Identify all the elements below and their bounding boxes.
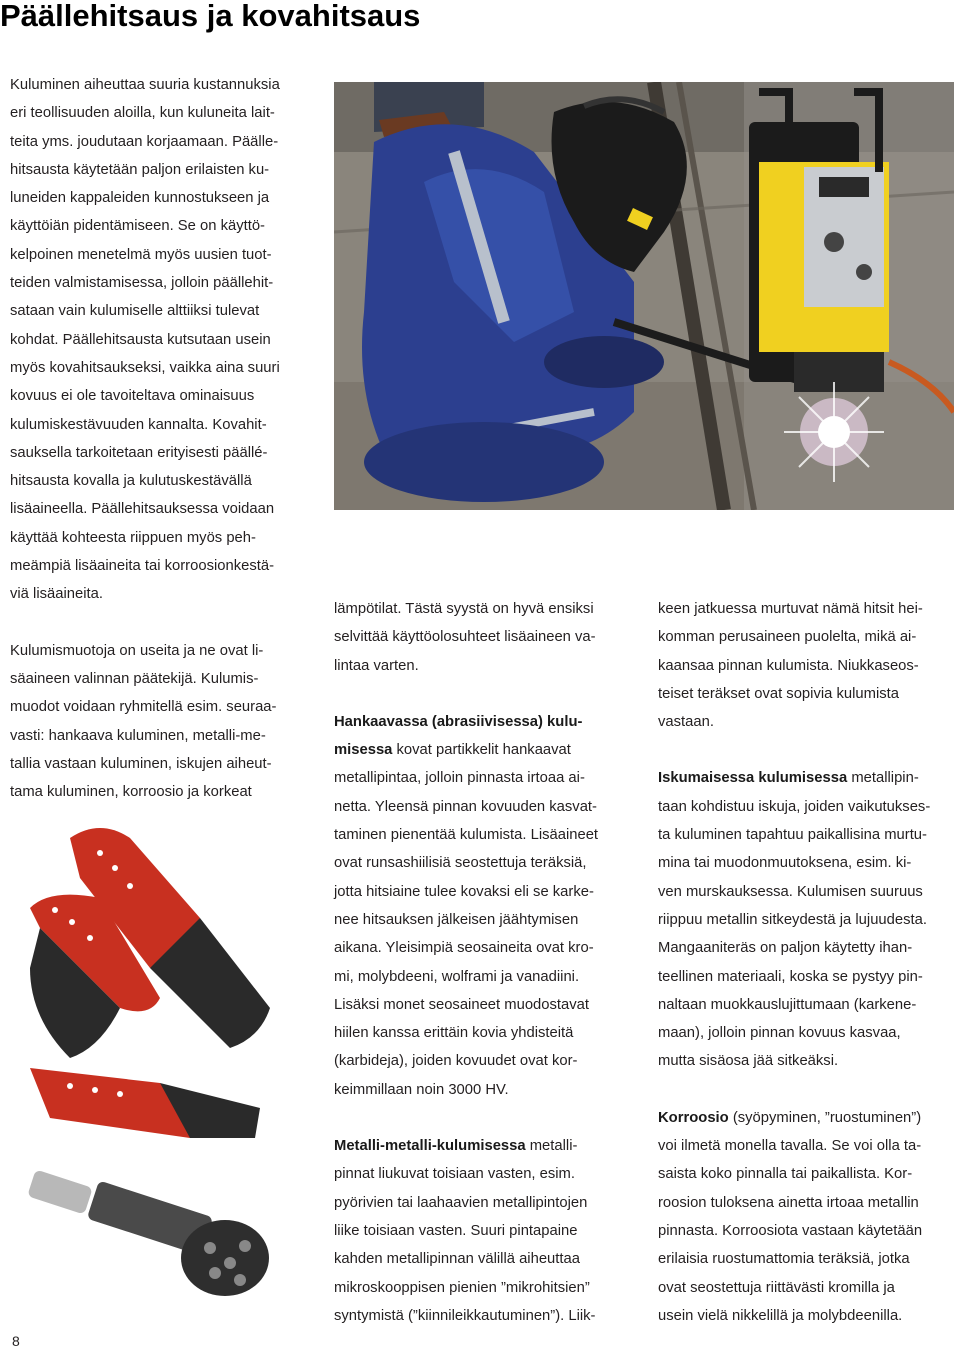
text-line: hiilen kanssa erittäin kovia yhdisteitä — [334, 1025, 574, 1042]
text-line: komman perusaineen puolelta, mikä ai- — [658, 629, 917, 646]
text-line: liike toisiaan vasten. Suuri pintapaine — [334, 1222, 578, 1239]
text-line: käyttää kohteesta riippuen myös peh- — [10, 529, 256, 546]
text-run: kovat partikkelit hankaavat — [392, 742, 571, 759]
text-line: taan kohdistuu iskuja, joiden vaikutukses- — [658, 798, 931, 815]
text-line: kulumiskestävuuden kannalta. Kovahit- — [10, 416, 267, 433]
hardfaced-parts-photo — [10, 818, 310, 1328]
text-line: teellinen materiaali, koska se pystyy pin- — [658, 968, 923, 985]
text-line: pyörivien tai laahaavien metallipintojen — [334, 1194, 588, 1211]
text-line: mina tai muodonmuutoksena, esim. ki- — [658, 855, 912, 872]
text-line: mutta sisäosa jää sitkeäksi. — [658, 1053, 839, 1070]
text-line — [334, 1132, 634, 1160]
text-line: pinnat liukuvat toisiaan vasten, esim. — [334, 1166, 575, 1183]
text-line: syntymistä (”kiinnileikkautuminen”). Liik- — [334, 1307, 596, 1324]
text-line: mi, molybdeeni, wolframi ja vanadiini. — [334, 968, 580, 985]
text-line: aikana. Yleisimpiä seosaineita ovat kro- — [334, 940, 594, 957]
text-line: mikroskooppisen pienien ”mikrohitsien” — [334, 1279, 590, 1296]
text-line: nee hitsauksen jälkeisen jäähtymisen — [334, 911, 579, 928]
text-line: netta. Yleensä pinnan kovuuden kasvat- — [334, 798, 597, 815]
text-line: myös kovahitsaukseksi, vaikka aina suuri — [10, 359, 280, 376]
abrasive-wear-heading-cont: misessa — [334, 742, 393, 759]
text-line: hitsausta kovalla ja kulutuskestävällä — [10, 473, 252, 490]
text-line: metallipintaa, jolloin pinnasta irtoaa ai- — [334, 770, 585, 787]
text-line — [334, 736, 634, 764]
text-line: lisäaineella. Päällehitsauksessa voidaan — [10, 501, 275, 518]
text-line: erilaisia ruostumattomia teräksiä, jotka — [658, 1251, 910, 1268]
text-line: luneiden kappaleiden kunnostukseen ja — [10, 190, 270, 207]
corrosion-heading: Korroosio — [658, 1109, 729, 1126]
text-line: kahden metallipinnan välillä aiheuttaa — [334, 1251, 580, 1268]
text-line: lintaa varten. — [334, 657, 419, 674]
text-line: riippuu metallin sitkeydestä ja lujuudesta. — [658, 911, 927, 928]
text-line: taminen pienentää kulumista. Lisäaineet — [334, 827, 599, 844]
text-line: saista koko pinnalla tai paikallista. Kor- — [658, 1166, 913, 1183]
text-line: jotta hitsiaine tulee kovaksi eli se karke- — [334, 883, 594, 900]
text-line: säaineen valinnan päätekijä. Kulumis- — [10, 670, 259, 687]
text-run: (syöpyminen, ”ruostuminen”) — [728, 1109, 922, 1126]
text-line: hitsausta käytetään paljon erilaisten ku- — [10, 161, 270, 178]
text-line: selvittää käyttöolosuhteet lisäaineen va- — [334, 629, 596, 646]
text-line: maan), jolloin pinnan kovuus kasvaa, — [658, 1025, 901, 1042]
text-line: ovat seostettuja riittävästi kromilla ja — [658, 1279, 895, 1296]
text-line: voi ilmetä monella tavalla. Se voi olla ta- — [658, 1138, 922, 1155]
text-line: sauksella tarkoitetaan erityisesti päällé- — [10, 444, 268, 461]
text-line: naltaan muokkauslujittumaan (karkene- — [658, 996, 917, 1013]
page-number: 8 — [12, 1333, 20, 1349]
text-line: eri teollisuuden aloilla, kun kuluneita lait- — [10, 105, 275, 122]
text-line: teiden valmistamisessa, jolloin päällehit- — [10, 275, 274, 292]
text-line — [658, 1104, 958, 1132]
text-line: Kulumismuotoja on useita ja ne ovat li- — [10, 642, 264, 659]
text-line: sataan vain kulumiselle alttiiksi tulevat — [10, 303, 260, 320]
text-line: teiset teräkset ovat sopivia kulumista — [658, 685, 899, 702]
impact-wear-heading: Iskumaisessa kulumisessa — [658, 770, 848, 787]
text-line: roosion tuloksena ainetta irtoaa metallin — [658, 1194, 919, 1211]
text-line: vasti: hankaava kuluminen, metalli-me- — [10, 727, 266, 744]
text-line — [658, 764, 958, 792]
text-line: kovuus ei ole tavoiteltava ominaisuus — [10, 388, 255, 405]
text-line: viä lisäaineita. — [10, 586, 103, 603]
text-line: Kuluminen aiheuttaa suuria kustannuksia — [10, 77, 280, 93]
welder-photo — [334, 82, 954, 510]
column-3 — [658, 595, 958, 1330]
text-line: Lisäksi monet seosaineet muodostavat — [334, 996, 589, 1013]
text-line: Mangaaniteräs on paljon käytetty ihan- — [658, 940, 913, 957]
column-2 — [334, 595, 634, 1330]
text-run: metallipin- — [847, 770, 919, 787]
text-line: vastaan. — [658, 714, 714, 731]
text-line: muodot voidaan ryhmitellä esim. seuraa- — [10, 699, 277, 716]
text-line: keen jatkuessa murtuvat nämä hitsit hei- — [658, 601, 923, 617]
text-line — [334, 708, 634, 736]
page-title: Päällehitsaus ja kovahitsaus — [0, 0, 421, 33]
abrasive-wear-heading: Hankaavassa (abrasiivisessa) kulu- — [334, 713, 583, 730]
text-line: ovat runsashiilisiä seostettuja teräksiä, — [334, 855, 587, 872]
text-line: ta kuluminen tapahtuu paikallisina murtu- — [658, 827, 927, 844]
text-line: pinnasta. Korroosiota vastaan käytetään — [658, 1222, 923, 1239]
metal-wear-heading: Metalli-metalli-kulumisessa — [334, 1138, 526, 1155]
text-line: teita yms. joudutaan korjaamaan. Päälle- — [10, 133, 279, 150]
text-line: käyttöiän pidentämiseen. Se on käyttö- — [10, 218, 265, 235]
text-line: ven murskauksessa. Kulumisen suuruus — [658, 883, 923, 900]
text-line: tama kuluminen, korroosio ja korkeat — [10, 784, 252, 801]
column-1 — [10, 71, 320, 806]
text-line: (karbideja), joiden kovuudet ovat kor- — [334, 1053, 578, 1070]
text-line: kohdat. Päällehitsausta kutsutaan usein — [10, 331, 271, 348]
text-line: keimmillaan noin 3000 HV. — [334, 1081, 509, 1098]
text-run: metalli- — [525, 1138, 578, 1155]
text-line: meämpiä lisäaineita tai korroosionkestä- — [10, 558, 275, 575]
text-line: kaansaa pinnan kulumista. Niukkaseos- — [658, 657, 919, 674]
text-line: usein vielä nikkelillä ja molybdeenilla. — [658, 1307, 903, 1324]
text-line: lämpötilat. Tästä syystä on hyvä ensiksi — [334, 601, 594, 617]
text-line: tallia vastaan kuluminen, iskujen aiheut- — [10, 755, 272, 772]
text-line: kelpoinen menetelmä myös uusien tuot- — [10, 246, 272, 263]
